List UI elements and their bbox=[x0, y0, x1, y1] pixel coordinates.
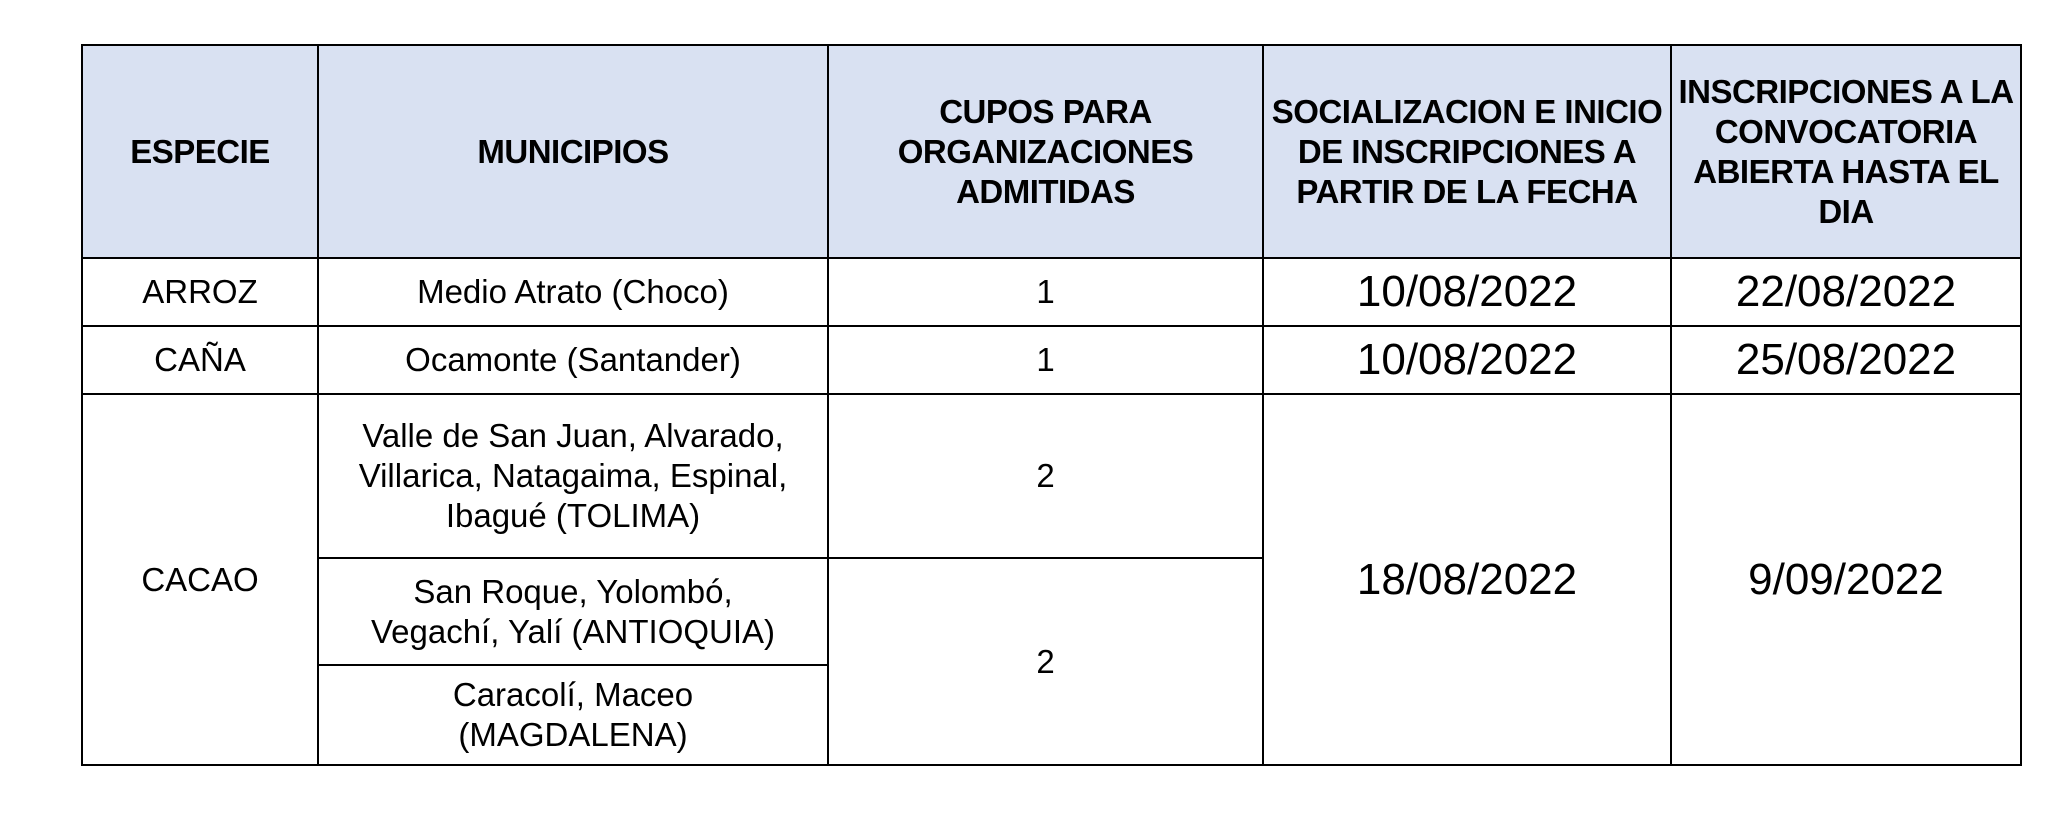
convocatoria-table bbox=[81, 44, 2022, 766]
cell-especie: CAÑA bbox=[82, 326, 318, 394]
cell-fecha-inicio: 10/08/2022 bbox=[1263, 326, 1671, 394]
cell-fecha-fin: 9/09/2022 bbox=[1671, 394, 2021, 765]
cell-fecha-inicio: 18/08/2022 bbox=[1263, 394, 1671, 765]
cell-cupos: 1 bbox=[828, 326, 1263, 394]
header-especie: ESPECIE bbox=[82, 45, 318, 258]
cell-cupos: 2 bbox=[828, 558, 1263, 765]
cell-cupos: 2 bbox=[828, 394, 1263, 558]
cell-fecha-fin: 22/08/2022 bbox=[1671, 258, 2021, 326]
header-municipios: MUNICIPIOS bbox=[318, 45, 828, 258]
header-row bbox=[82, 45, 2021, 258]
cell-municipios: Ocamonte (Santander) bbox=[318, 326, 828, 394]
cell-especie: CACAO bbox=[82, 394, 318, 765]
table-row bbox=[82, 394, 2021, 558]
cell-fecha-fin: 25/08/2022 bbox=[1671, 326, 2021, 394]
table-row bbox=[82, 326, 2021, 394]
table-row bbox=[82, 258, 2021, 326]
header-inscripciones: INSCRIPCIONES A LA CONVOCATORIA ABIERTA HASTA EL DIA bbox=[1671, 45, 2021, 258]
cell-cupos: 1 bbox=[828, 258, 1263, 326]
cell-municipios: Valle de San Juan, Alvarado, Villarica, Natagaima, Espinal, Ibagué (TOLIMA) bbox=[318, 394, 828, 558]
cell-especie: ARROZ bbox=[82, 258, 318, 326]
header-socializacion: SOCIALIZACION E INICIO DE INSCRIPCIONES A PARTIR DE LA FECHA bbox=[1263, 45, 1671, 258]
header-cupos: CUPOS PARA ORGANIZACIONES ADMITIDAS bbox=[828, 45, 1263, 258]
cell-municipios: San Roque, Yolombó, Vegachí, Yalí (ANTIOQUIA) bbox=[318, 558, 828, 665]
cell-fecha-inicio: 10/08/2022 bbox=[1263, 258, 1671, 326]
cell-municipios: Medio Atrato (Choco) bbox=[318, 258, 828, 326]
cell-municipios: Caracolí, Maceo (MAGDALENA) bbox=[318, 665, 828, 765]
